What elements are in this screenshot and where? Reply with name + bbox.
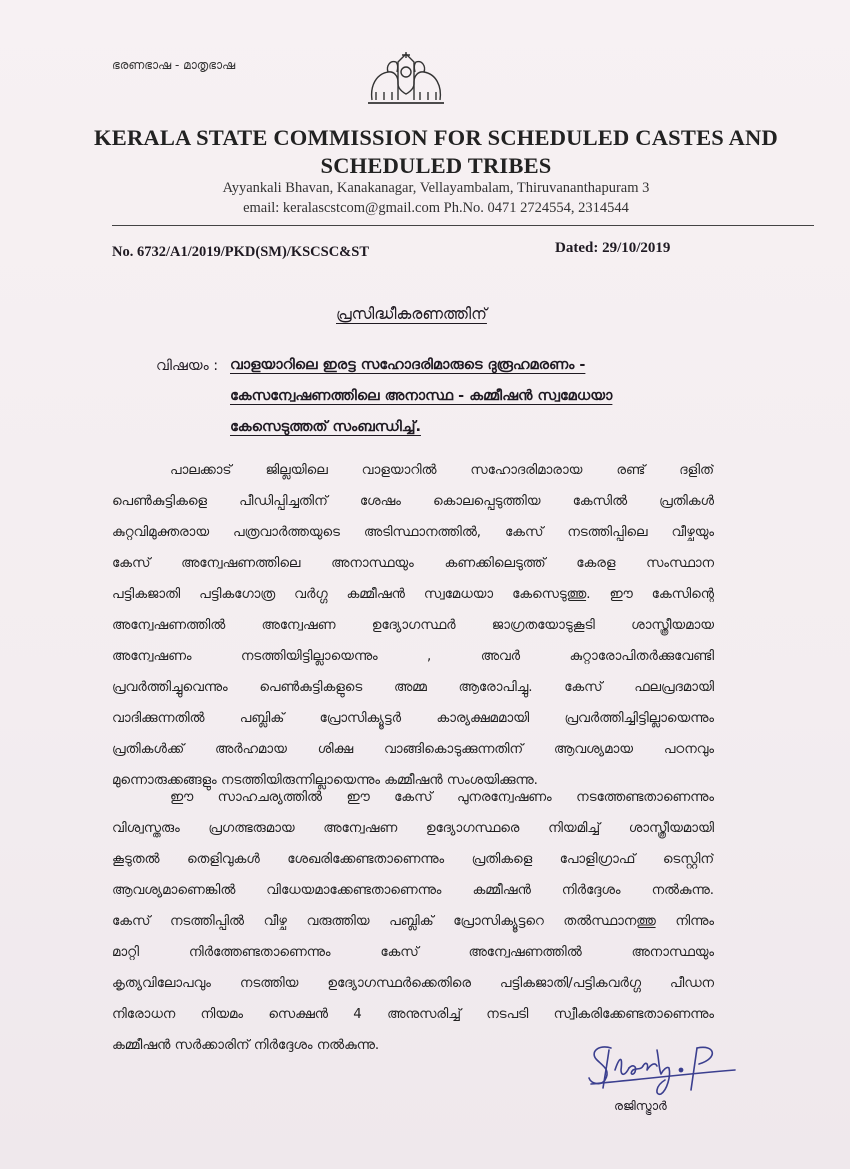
motto: ഭരണഭാഷ - മാതൃഭാഷ bbox=[112, 58, 236, 72]
registrar-designation: രജിസ്ട്രാർ bbox=[614, 1098, 667, 1113]
paragraph-line: പെൺകുട്ടികളെ പീഡിപ്പിച്ചതിന് ശേഷം കൊലപ്പെടുത്തിയ കേസിൽ പ്രതികൾ bbox=[112, 494, 714, 509]
paragraph-line: കമ്മീഷൻ സർക്കാരിന് നിർദ്ദേശം നൽകുന്നു. bbox=[112, 1038, 380, 1053]
signature-icon bbox=[585, 1040, 750, 1098]
paragraph-line: കൃത്യവിലോപവും നടത്തിയ ഉദ്യോഗസ്ഥർക്കെതിരെ പട്ടികജാതി/പട്ടികവർഗ്ഗ പീഡന bbox=[112, 976, 714, 991]
subject-text bbox=[230, 352, 790, 445]
paragraph-line: മുന്നൊരുക്കങ്ങളും നടത്തിയിരുന്നില്ലായെന്നും കമ്മീഷൻ സംശയിക്കുന്നു. bbox=[112, 773, 538, 788]
reference-number: No. 6732/A1/2019/PKD(SM)/KSCSC&ST bbox=[112, 244, 369, 260]
paragraph-line: പ്രവർത്തിച്ചുവെന്നും പെൺകുട്ടികളുടെ അമ്മ ആരോപിച്ചു. കേസ് ഫലപ്രദമായി bbox=[112, 680, 714, 695]
paragraph-line: പട്ടികജാതി പട്ടികഗോത്ര വർഗ്ഗ കമ്മീഷൻ സ്വമേധയാ കേസെടുത്തു. ഈ കേസിന്റെ bbox=[112, 587, 714, 602]
header-divider bbox=[112, 225, 814, 226]
subject-line: വാളയാറിലെ ഇരട്ട സഹോദരിമാരുടെ ദുരൂഹമരണം - bbox=[230, 357, 586, 373]
paragraph-line: നിരോധന നിയമം സെക്ഷൻ 4 അനുസരിച്ച് നടപടി സ്വീകരിക്കേണ്ടതാണെന്നും bbox=[112, 1007, 714, 1022]
organization-title bbox=[86, 124, 786, 180]
paragraph-line: കേസ് അന്വേഷണത്തിലെ അനാസ്ഥയും കണക്കിലെടുത്ത് കേരള സംസ്ഥാന bbox=[112, 556, 714, 571]
organization-contact: email: keralascstcom@gmail.com Ph.No. 0471 2724554, 2314544 bbox=[243, 200, 629, 216]
paragraph-line: ഈ സാഹചര്യത്തിൽ ഈ കേസ് പുനരന്വേഷണം നടത്തേണ്ടതാണെന്നും bbox=[170, 790, 714, 805]
press-release-heading: പ്രസിദ്ധീകരണത്തിന് bbox=[336, 305, 487, 323]
paragraph-line: അന്വേഷണം നടത്തിയിട്ടില്ലായെന്നും , അവർ കുറ്റാരോപിതർക്കുവേണ്ടി bbox=[112, 649, 714, 664]
paragraph-line: പ്രതികൾക്ക് അർഹമായ ശിക്ഷ വാങ്ങികൊടുക്കുന്നതിന് ആവശ്യമായ പഠനവും bbox=[112, 742, 714, 757]
organization-title-line2: SCHEDULED TRIBES bbox=[320, 153, 552, 178]
paragraph-line: കുറ്റവിമുക്തരായ പത്രവാർത്തയുടെ അടിസ്ഥാനത്തിൽ, കേസ് നടത്തിപ്പിലെ വീഴ്ചയും bbox=[112, 525, 714, 540]
paragraph-line: വിശ്വസ്തരും പ്രഗത്ഭരുമായ അന്വേഷണ ഉദ്യോഗസ്ഥരെ നിയമിച്ച് ശാസ്ത്രീയമായി bbox=[112, 821, 714, 836]
paragraph-line: കൂടുതൽ തെളിവുകൾ ശേഖരിക്കേണ്ടതാണെന്നും പ്രതികളെ പോളിഗ്രാഫ് ടെസ്റ്റിന് bbox=[112, 852, 714, 867]
organization-address: Ayyankali Bhavan, Kanakanagar, Vellayambalam, Thiruvananthapuram 3 bbox=[222, 180, 650, 196]
subject-line: കേസന്വേഷണത്തിലെ അനാസ്ഥ - കമ്മീഷൻ സ്വമേധയാ bbox=[230, 388, 613, 404]
kerala-emblem-icon bbox=[364, 48, 448, 110]
paragraph-line: വാദിക്കുന്നതിൽ പബ്ലിക് പ്രോസിക്യൂട്ടർ കാര്യക്ഷമമായി പ്രവർത്തിച്ചിട്ടില്ലായെന്നും bbox=[112, 711, 714, 726]
date-line: Dated: 29/10/2019 bbox=[555, 240, 671, 256]
subject-label: വിഷയം : bbox=[156, 358, 219, 374]
organization-title-line1: KERALA STATE COMMISSION FOR SCHEDULED CASTES AND bbox=[94, 125, 778, 150]
paragraph-line: മാറ്റി നിർത്തേണ്ടതാണെന്നും കേസ് അന്വേഷണത്തിൽ അനാസ്ഥയും bbox=[112, 945, 714, 960]
paragraph-line: ആവശ്യമാണെങ്കിൽ വിധേയമാക്കേണ്ടതാണെന്നും കമ്മീഷൻ നിർദ്ദേശം നൽകുന്നു. bbox=[112, 883, 714, 898]
body-paragraph-2 bbox=[112, 782, 714, 1061]
subject-line: കേസെടുത്തത് സംബന്ധിച്ച്. bbox=[230, 419, 421, 435]
paragraph-line: പാലക്കാട് ജില്ലയിലെ വാളയാറിൽ സഹോദരിമാരായ രണ്ട് ദളിത് bbox=[170, 463, 714, 478]
body-paragraph-1 bbox=[112, 455, 714, 796]
paragraph-line: അന്വേഷണത്തിൽ അന്വേഷണ ഉദ്യോഗസ്ഥർ ജാഗ്രതയോടുകൂടി ശാസ്ത്രീയമായ bbox=[112, 618, 714, 633]
paragraph-line: കേസ് നടത്തിപ്പിൽ വീഴ്ച വരുത്തിയ പബ്ലിക് പ്രോസിക്യൂട്ടറെ തൽസ്ഥാനത്തു നിന്നും bbox=[112, 914, 714, 929]
